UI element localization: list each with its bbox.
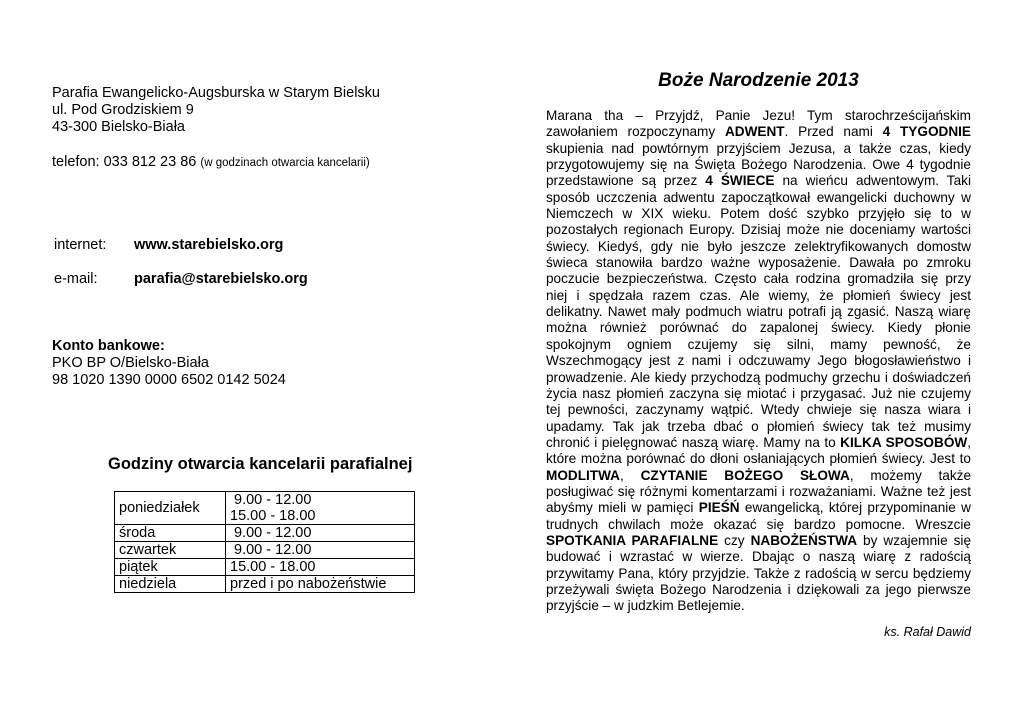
parish-address <box>52 85 380 136</box>
phone-label: telefon: 033 812 23 86 <box>52 154 197 170</box>
article-text: , możemy także posługiwać się różnymi komentarzami i rozważaniami. Ważne też jest abyśmy mieli w pamięci <box>546 467 972 516</box>
time-line: 15.00 - 18.00 <box>230 508 316 524</box>
office-hours-table <box>114 491 415 593</box>
article-emphasis: SPOTKANIA PARAFIALNE <box>546 532 719 548</box>
time-line: 9.00 - 12.00 <box>230 492 312 508</box>
time-cell: 9.00 - 12.00 <box>226 542 415 559</box>
table-row <box>115 525 415 542</box>
article-emphasis: PIEŚŃ <box>698 500 740 516</box>
bank-title: Konto bankowe: <box>52 338 165 354</box>
email-link[interactable]: parafia@starebielsko.org <box>134 271 308 287</box>
article-text: , które można porównać do dłoni osłaniających płomień świecy. Jest to <box>546 434 971 467</box>
day-cell: środa <box>115 525 226 542</box>
table-row <box>115 542 415 559</box>
signature: ks. Rafał Dawid <box>884 625 971 639</box>
article-emphasis: 4 ŚWIECE <box>705 173 775 189</box>
table-row <box>115 576 415 593</box>
article-text: na wieńcu adwentowym. Taki sposób uczczenia adwentu zapoczątkował ewangelicki duchowny w Niemczech w XIX wieku. Potem dość szybko przyjęło się to w pozostałych regionach Europy. Dzisiaj może nie doceniamy wartości świecy. Kiedyś, gdy nie było jeszcze zelektryfikowanych domostw świeca stanowiła bardzo ważne wyposażenie. Dawała po zmroku poczucie bezpieczeństwa. Często cała rodzina gromadziła się przy niej i spędzała razem czas. Ale wiemy, że płomień świecy jest delikatny. Nawet mały podmuch wiatru potrafi ją zgasić. Naszą wiarę można również porównać do zapalonej świecy. Kiedy płonie spokojnym ogniem czujemy się silni, mamy pewność, że Wszechmogący jest z nami i odczuwamy Jego błogosławieństwo i prowadzenie. Ale kiedy przychodzą podmuchy grzechu i doświadczeń życia nasz płomień zaczyna się miotać i przygasać. Już nie czujemy tej pewności, zaczynamy wątpić. Wtedy chwieje się nasza wiara i upadamy. Tak jak trzeba dbać o płomień świecy tak też musimy chronić i pielęgnować naszą wiarę. Mamy na to <box>546 173 971 450</box>
article-text: skupienia nad powtórnym przyjściem Jezusa, a także czas, kiedy przygotowujemy się na Święta Bożego Narodzenia. Owe 4 tygodnie przedstawione są przez <box>546 140 971 189</box>
parish-city: 43-300 Bielsko-Biała <box>52 119 185 135</box>
day-cell: czwartek <box>115 542 226 559</box>
bank-account <box>52 338 286 389</box>
internet-label: internet: <box>54 237 107 253</box>
parish-phone <box>52 154 370 170</box>
article-emphasis: KILKA SPOSOBÓW <box>840 434 968 450</box>
article-emphasis: MODLITWA <box>546 467 620 483</box>
article-text: . Przed nami <box>784 124 883 140</box>
day-cell: piątek <box>115 559 226 576</box>
day-cell: niedziela <box>115 576 226 593</box>
article-body <box>546 108 971 615</box>
phone-note: (w godzinach otwarcia kancelarii) <box>200 157 370 169</box>
article-text: by wzajemnie się budować i wzrastać w wierze. Dbając o naszą wiarę z radością przywitamy Pana, który przyjdzie. Także z radością w sercu będziemy przeżywali święta Bożego Narodzenia i dziękowali za jego pierwsze przyjście – w judzkim Betlejemie. <box>546 532 972 614</box>
article-emphasis: NABOŻEŃSTWA <box>750 532 858 548</box>
parish-name: Parafia Ewangelicko-Augsburska w Starym Bielsku <box>52 85 380 101</box>
time-cell: przed i po nabożeństwie <box>226 576 415 593</box>
table-row <box>115 559 415 576</box>
article-text: Marana tha – Przyjdź, Panie Jezu! Tym starochrześcijańskim zawołaniem rozpoczynamy <box>546 108 971 140</box>
bank-name: PKO BP O/Bielsko-Biała <box>52 355 209 371</box>
day-cell: poniedziałek <box>115 492 226 525</box>
article-title: Boże Narodzenie 2013 <box>658 70 859 91</box>
article-emphasis: CZYTANIE BOŻEGO SŁOWA <box>640 467 850 483</box>
table-row <box>115 492 415 525</box>
internet-row <box>54 237 283 253</box>
email-row <box>54 271 308 287</box>
office-hours-title: Godziny otwarcia kancelarii parafialnej <box>108 455 413 473</box>
article-text: czy <box>718 532 751 548</box>
article-emphasis: 4 TYGODNIE <box>882 124 971 140</box>
article-text: ewangelicką, której przypominanie w trudnych chwilach może okazać się bardzo pomocne. Wreszcie <box>546 500 971 532</box>
bank-account-number: 98 1020 1390 0000 6502 0142 5024 <box>52 372 286 388</box>
internet-link[interactable]: www.starebielsko.org <box>134 237 284 253</box>
time-cell: 9.00 - 12.00 <box>226 525 415 542</box>
email-label: e-mail: <box>54 271 98 287</box>
article-text: , <box>620 467 641 483</box>
time-cell: 15.00 - 18.00 <box>226 559 415 576</box>
parish-street: ul. Pod Grodziskiem 9 <box>52 102 194 118</box>
time-cell <box>226 492 415 525</box>
article-emphasis: ADWENT <box>724 124 785 140</box>
